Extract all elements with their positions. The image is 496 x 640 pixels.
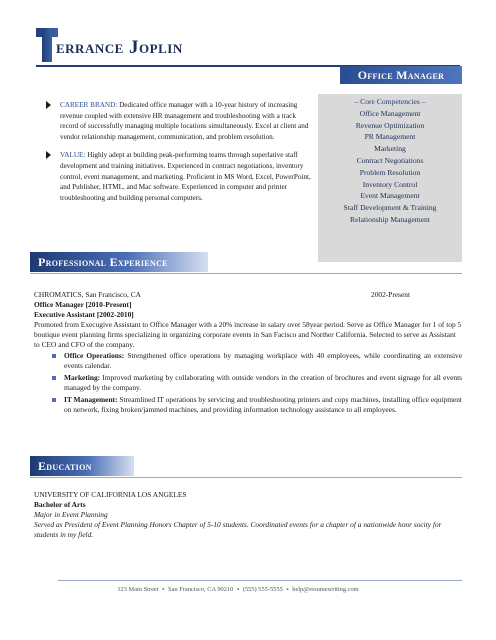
career-brand-item [44,100,312,142]
separator-icon: ▪ [162,586,165,593]
bullet-label: IT Management: [64,395,118,404]
competency-item: Revenue Optimization [355,120,425,130]
bullet-text: Streamlined IT operations by servicing and troubleshooting printers and copy machines, installing office equipment on network, fixing broken/jammed machines, and providing information technology assistance to all employees. [64,395,462,414]
experience-bullets [52,351,462,415]
company-line [34,290,462,300]
education-section-header: Education [30,456,134,476]
employment-dates: 2002-Present [371,290,410,299]
value-item [44,150,312,203]
competency-item: PR Management [364,132,416,142]
bullet-office-operations [52,351,462,371]
value-label: VALUE: [60,151,86,160]
contact-footer [58,586,418,593]
school-name: UNIVERSITY OF CALIFORNIA LOS ANGELES [34,490,187,499]
competency-item: Problem Resolution [359,167,421,177]
education-rule [30,477,462,478]
bullet-marketing [52,373,462,393]
career-brand-label: CAREER BRAND: [60,101,118,109]
bullet-it-management [52,395,462,415]
triangle-bullet-icon [46,151,51,159]
company-name: CHROMATICS, San Francisco, CA [34,290,141,299]
job-title-badge: Office Manager [340,66,462,84]
footer-rule [58,580,462,581]
competency-item: Inventory Control [362,179,418,189]
triangle-bullet-icon [46,101,51,109]
major: Major in Event Planning [34,510,108,519]
competency-item: Marketing [374,144,406,154]
career-brand-text: Dedicated office manager with a 10-year history of increasing revenue coupled with extensive HR management and troubleshooting with a track record of successfully managing multiple locations simultaneously. Excel at client and vendor relationship management, communication, and problem resolution. [60,101,309,141]
bullet-label: Office Operations: [64,351,125,360]
separator-icon: ▪ [236,586,240,593]
footer-email: help@resumewriting.com [292,586,359,593]
intro-section [44,100,312,211]
square-bullet-icon [52,376,56,380]
footer-address: 123 Main Street [117,586,159,593]
experience-summary: Promoted from Execugive Assistant to Office Manager with a 20% increase in salary over 58year period. Serve as Office Manager for 1 of top 5 boutique event planning firms specializing in organizing corporate events in San Facisco and Norther California. Selected to serve as Assistant to CEO and CFO of the company. [34,320,462,349]
experience-rule [30,273,462,274]
degree: Bachelor of Arts [34,500,86,509]
role-office-manager: Office Manager [2010-Present] [34,300,132,309]
core-competencies-box [318,94,462,262]
competency-item: Relationship Management [350,214,430,224]
competency-item: Staff Development & Training [343,203,437,213]
competency-item: Office Management [359,108,421,118]
candidate-name: errance Joplin [56,37,183,58]
competency-item: Contract Negotiations [356,155,424,165]
separator-icon: ▪ [286,586,289,593]
competency-item: Event Management [360,191,420,201]
competencies-heading: – Core Competencies – [354,97,426,106]
value-text: Highly adept at building peak-performing teams through superlative staff development and training initiatives. Experienced in contract negotiations, inventory control, event management, and marketing. Proficient in MS Word, Excel, PowerPoint, and Publisher, HTML, and Mac software. Experienced in computer and printer troubleshooting and building personal computers. [60,151,311,202]
education-note: Served as President of Event Planning Honors Chapter of 5-10 students. Coordinated events for a chapter of a nationwide honr socity for students in my field. [34,520,442,539]
experience-section-header: Professional Experience [30,252,208,272]
bullet-label: Marketing: [64,373,101,382]
footer-city: San Francisco, CA 90210 [168,586,234,593]
experience-section [34,290,462,417]
education-section [34,490,462,540]
bullet-text: Strengthened office operations by managing workplace with 40 employees, while coordinating an extensive events calendar. [64,351,463,370]
footer-phone: (555) 555-5555 [242,586,283,593]
bullet-text: Improved marketing by collaborating with outside vendors in the creation of brochures and event signage for all events managed by the company. [64,373,462,392]
square-bullet-icon [52,354,56,358]
square-bullet-icon [52,398,56,402]
name-initial-T [36,28,58,62]
role-executive-assistant: Executive Assistant [2002-2010] [34,310,134,319]
